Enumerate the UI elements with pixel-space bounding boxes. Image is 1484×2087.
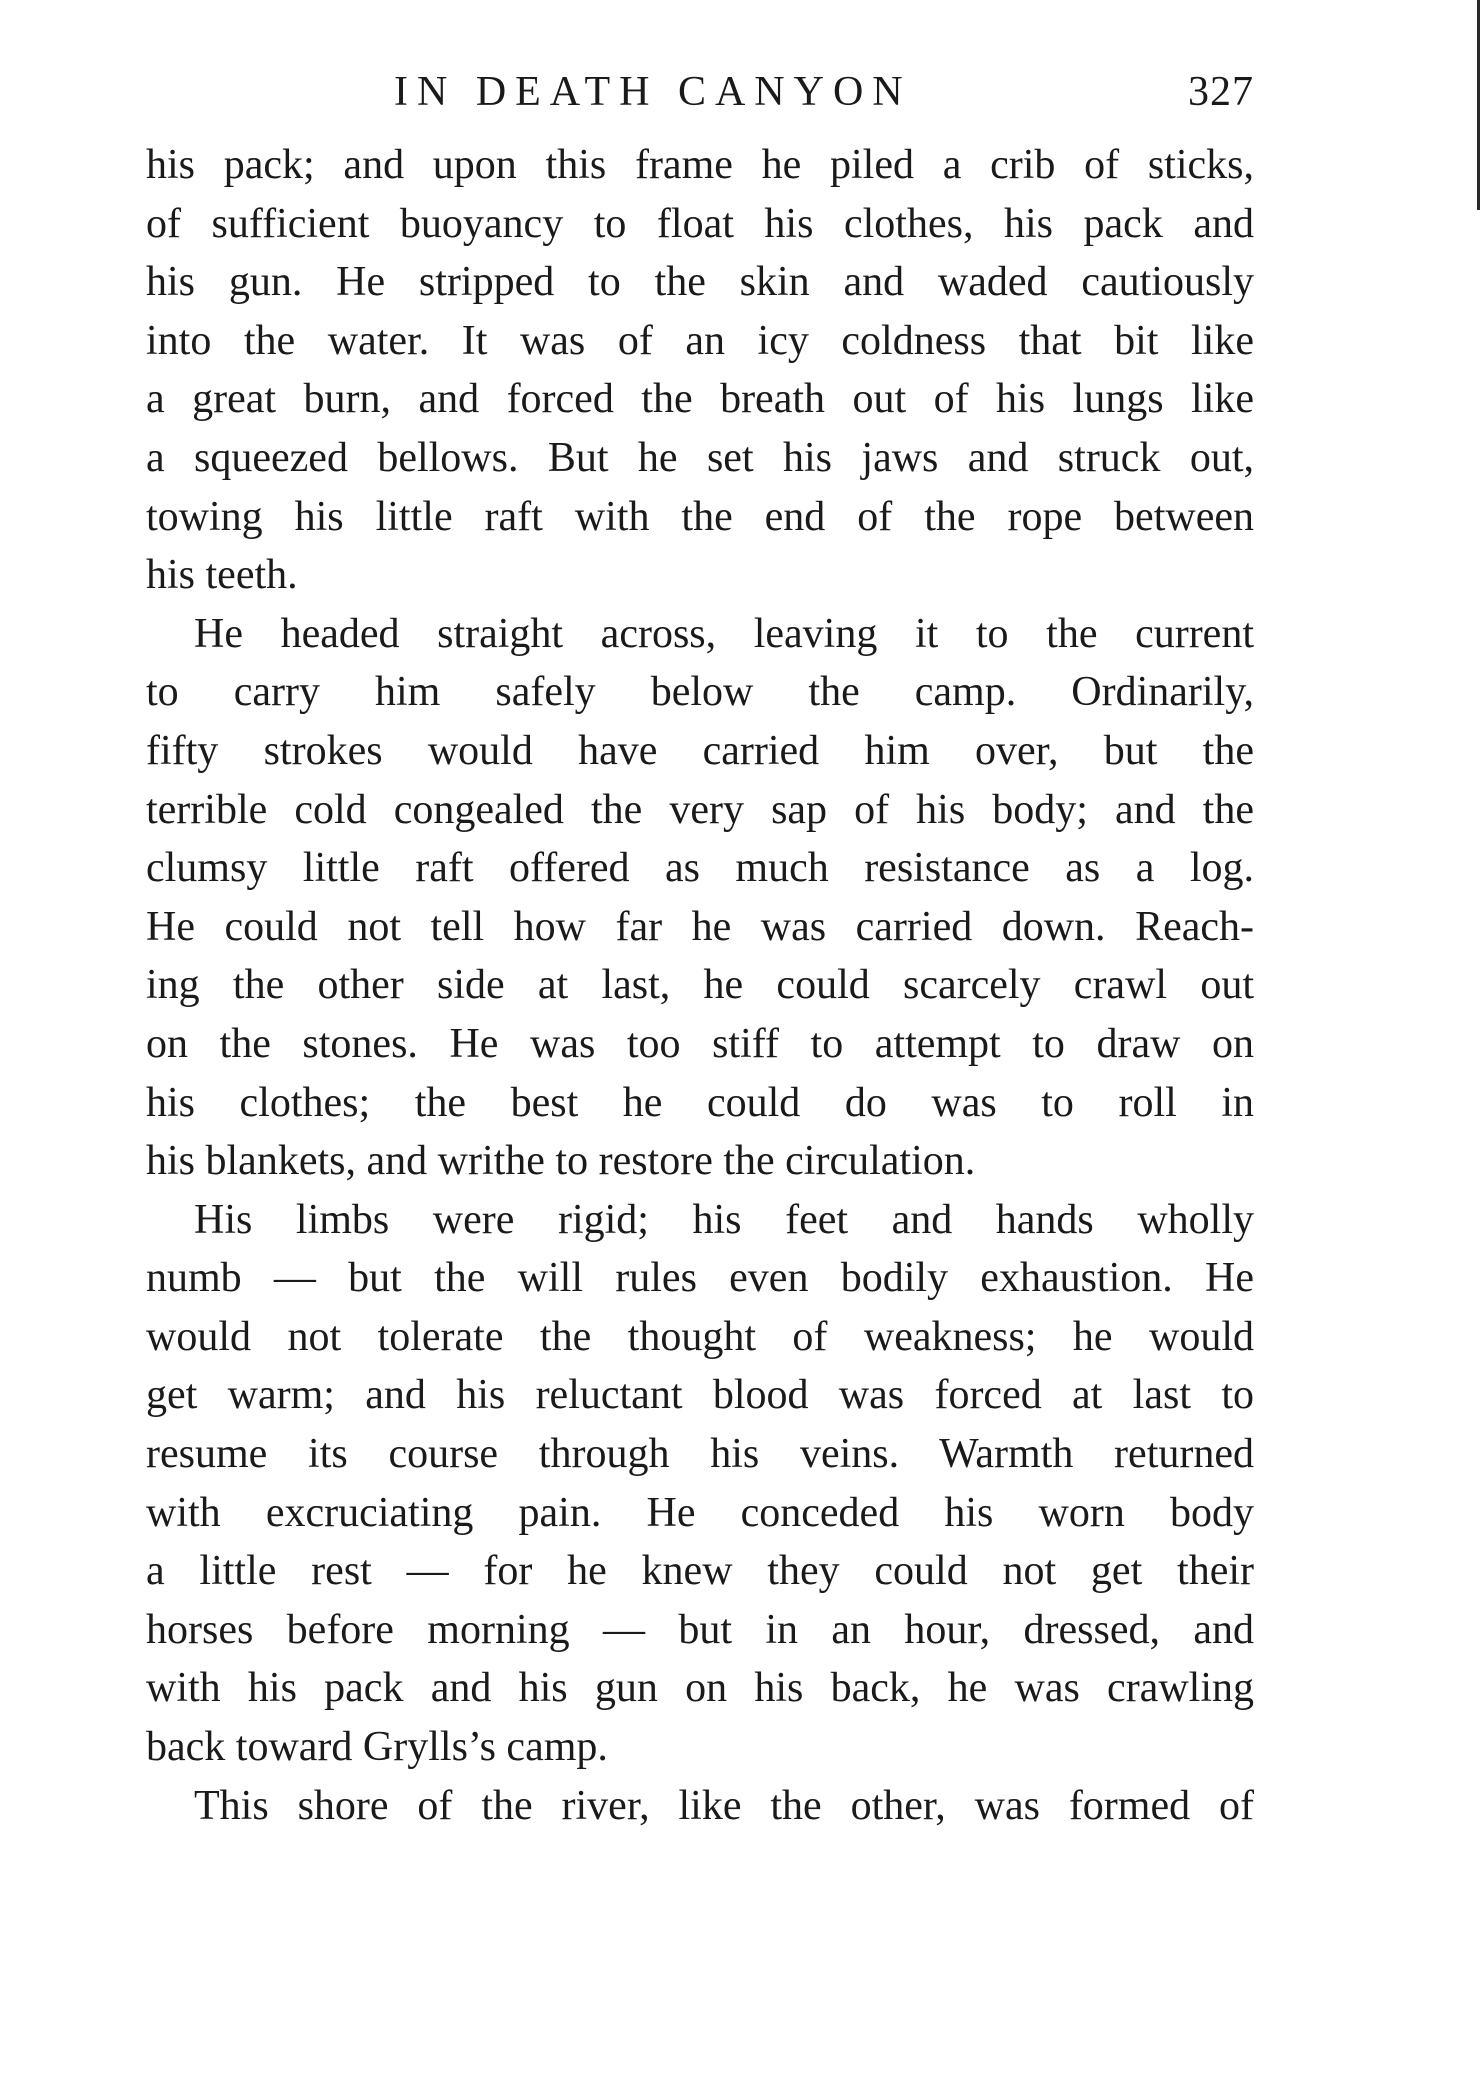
- text-line: fifty strokes would have carried him over, but the: [146, 727, 1254, 774]
- paragraph-3: [146, 1191, 1254, 1777]
- text-line: would not tolerate the thought of weakness; he would: [146, 1313, 1254, 1360]
- text-line: ing the other side at last, he could scarcely crawl out: [146, 962, 1254, 1009]
- text-line: to carry him safely below the camp. Ordinarily,: [146, 669, 1254, 716]
- text-line: his clothes; the best he could do was to roll in: [146, 1079, 1254, 1126]
- page-number: 327: [1188, 69, 1254, 115]
- text-line: get warm; and his reluctant blood was forced at last to: [146, 1372, 1254, 1419]
- running-title: IN DEATH CANYON: [394, 69, 912, 115]
- text-line: on the stones. He was too stiff to attempt to draw on: [146, 1020, 1254, 1067]
- text-line: his blankets, and writhe to restore the circulation.: [146, 1138, 976, 1185]
- running-head: [146, 62, 1254, 122]
- text-line: back toward Grylls’s camp.: [146, 1724, 608, 1771]
- text-line: a little rest — for he knew they could not get their: [146, 1548, 1254, 1595]
- text-line: He could not tell how far he was carried down. Reach-: [146, 903, 1254, 950]
- text-line: with excruciating pain. He conceded his worn body: [146, 1489, 1254, 1536]
- body-text: [146, 136, 1254, 1835]
- text-line: a great burn, and forced the breath out of his lungs like: [146, 376, 1254, 423]
- paragraph-4: [146, 1777, 1254, 1836]
- text-line: into the water. It was of an icy coldness that bit like: [146, 317, 1254, 364]
- text-line: of sufficient buoyancy to float his clothes, his pack and: [146, 200, 1254, 247]
- text-line: a squeezed bellows. But he set his jaws and struck out,: [146, 434, 1254, 481]
- text-line: with his pack and his gun on his back, he was crawling: [146, 1665, 1254, 1712]
- paragraph-2: [146, 605, 1254, 1191]
- text-line: towing his little raft with the end of the rope between: [146, 493, 1254, 540]
- text-line: his teeth.: [146, 552, 298, 599]
- text-line: resume its course through his veins. Warmth returned: [146, 1431, 1254, 1478]
- text-line: He headed straight across, leaving it to the current: [194, 610, 1254, 657]
- text-line: his pack; and upon this frame he piled a crib of sticks,: [146, 142, 1254, 188]
- text-line: clumsy little raft offered as much resistance as a log.: [146, 845, 1254, 892]
- text-line: His limbs were rigid; his feet and hands wholly: [194, 1196, 1254, 1243]
- paragraph-1: [146, 136, 1254, 605]
- text-line: his gun. He stripped to the skin and waded cautiously: [146, 259, 1254, 306]
- page-edge-rule: [1477, 0, 1480, 210]
- text-line: horses before morning — but in an hour, dressed, and: [146, 1606, 1254, 1653]
- text-line: This shore of the river, like the other, was formed of: [194, 1782, 1254, 1829]
- text-line: terrible cold congealed the very sap of his body; and the: [146, 786, 1254, 833]
- text-line: numb — but the will rules even bodily exhaustion. He: [146, 1255, 1254, 1302]
